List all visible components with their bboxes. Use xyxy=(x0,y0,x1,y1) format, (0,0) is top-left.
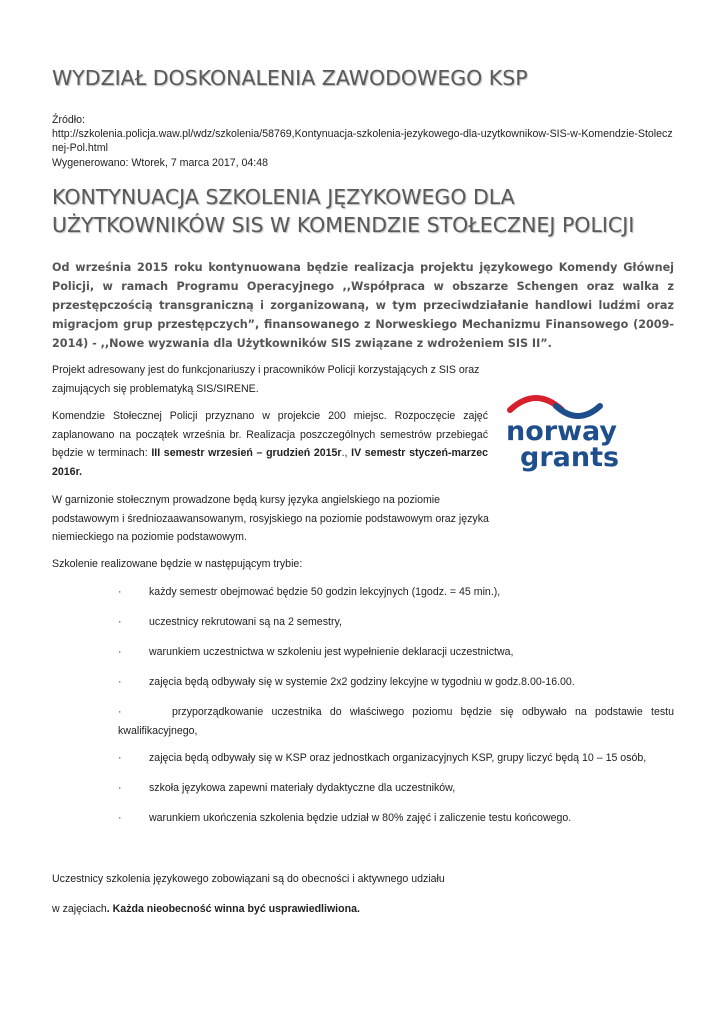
logo-blue-arc xyxy=(556,406,600,416)
list-item-text: szkoła językowa zapewni materiały dydaktyczne dla uczestników, xyxy=(149,782,456,794)
paragraph-courses: W garnizonie stołecznym prowadzone będą kursy języka angielskiego na poziomie podstawowym i średniozaawansowanym, rosyjskiego na poziomie podstawowym oraz języka niemieckiego na poziomie podstawowym. xyxy=(52,494,489,543)
closing-paragraph-line2 xyxy=(52,900,360,919)
list-item xyxy=(52,635,674,665)
semester-four: IV semestr styczeń-marzec 2016r. xyxy=(52,447,488,478)
bullet-dot: · xyxy=(118,646,122,658)
article-lead: Od września 2015 roku kontynuowana będzie realizacja projektu językowego Komendy Głównej Policji, w ramach Programu Operacyjnego ,,Współpraca w obszarze Schengen oraz walka z przestępczością transgraniczną i zorganizowaną, w tym przeciwdziałanie handlowi ludźmi oraz migracjom grup przestępczych”, finansowanego z Norweskiego Mechanizmu Finansowego (2009-2014) - ,,Nowe wyzwania dla Użytkowników SIS związane z wdrożeniem SIS II”. xyxy=(52,261,674,350)
bullet-dot: · xyxy=(118,812,122,824)
bullet-dot: · xyxy=(118,676,122,688)
bullet-dot: · xyxy=(118,616,122,628)
source-label: Źródło: xyxy=(52,114,85,126)
list-item xyxy=(52,771,674,801)
list-item-text: zajęcia będą odbywały się w systemie 2x2 godziny lekcyjne w tygodniu w godz.8.00-16.00. xyxy=(149,676,575,688)
list-item xyxy=(52,695,674,741)
norway-grants-logo-graphic xyxy=(496,378,676,496)
norway-grants-logo xyxy=(496,378,676,496)
paragraph-mode-intro: Szkolenie realizowane będzie w następującym trybie: xyxy=(52,558,303,570)
list-item-text: zajęcia będą odbywały się w KSP oraz jednostkach organizacyjnych KSP, grupy liczyć będą 10 – 15 osób, xyxy=(149,752,647,764)
document-meta xyxy=(52,113,676,170)
paragraph-target-audience: Projekt adresowany jest do funkcjonariuszy i pracowników Policji korzystających z SIS oraz zajmujących się problematyką SIS/SIRENE. xyxy=(52,364,480,395)
bullet-dot: · xyxy=(118,782,122,794)
list-item-text: uczestnicy rekrutowani są na 2 semestry, xyxy=(149,616,342,628)
generated-date: Wygenerowano: Wtorek, 7 marca 2017, 04:48 xyxy=(52,156,269,169)
logo-text-norway: norway xyxy=(506,416,618,447)
list-item-text: każdy semestr obejmować będzie 50 godzin lekcyjnych (1godz. = 45 min.), xyxy=(149,586,501,598)
site-title: WYDZIAŁ DOSKONALENIA ZAWODOWEGO KSP xyxy=(52,66,528,90)
list-item xyxy=(52,741,674,771)
closing-emphasis: . Każda nieobecność winna być usprawiedliwiona. xyxy=(106,903,360,915)
list-item xyxy=(52,665,674,695)
bullet-dot: · xyxy=(118,752,122,764)
semester-three: III semestr wrzesień – grudzień 2015r xyxy=(151,447,342,459)
bullet-dot: · xyxy=(118,706,122,718)
list-item-text: przyporządkowanie uczestnika do właściwego poziomu będzie się odbywało na podstawie testu kwalifikacyjnego, xyxy=(118,706,674,737)
source-url[interactable]: http://szkolenia.policja.waw.pl/wdz/szkolenia/58769,Kontynuacja-szkolenia-jezykowego-dla-uzytkownikow-SIS-w-Komendzie-Stolecznej-Pol.html xyxy=(52,128,673,155)
list-item xyxy=(52,575,674,605)
bullet-dot: · xyxy=(118,586,122,598)
training-mode-list xyxy=(52,575,674,831)
list-item xyxy=(52,605,674,635)
closing-paragraph-line1: Uczestnicy szkolenia językowego zobowiązani są do obecności i aktywnego udziału xyxy=(52,873,445,885)
list-item-text: warunkiem uczestnictwa w szkoleniu jest wypełnienie deklaracji uczestnictwa, xyxy=(149,646,514,658)
list-item xyxy=(52,801,674,831)
logo-text-grants: grants xyxy=(520,442,620,473)
closing-text: w zajęciach xyxy=(52,903,107,915)
paragraph-schedule xyxy=(52,407,488,481)
schedule-separator: ., xyxy=(341,447,352,459)
article-title: KONTYNUACJA SZKOLENIA JĘZYKOWEGO DLA UŻYTKOWNIKÓW SIS W KOMENDZIE STOŁECZNEJ POLICJI xyxy=(52,185,635,237)
list-item-text: warunkiem ukończenia szkolenia będzie udział w 80% zajęć i zaliczenie testu końcowego. xyxy=(149,812,572,824)
schedule-text: Komendzie Stołecznej Policji przyznano w projekcie 200 miejsc. Rozpoczęcie zajęć zaplanowano na początek września br. Realizacja poszczególnych semestrów przebiegać będzie w terminach: xyxy=(52,410,488,459)
